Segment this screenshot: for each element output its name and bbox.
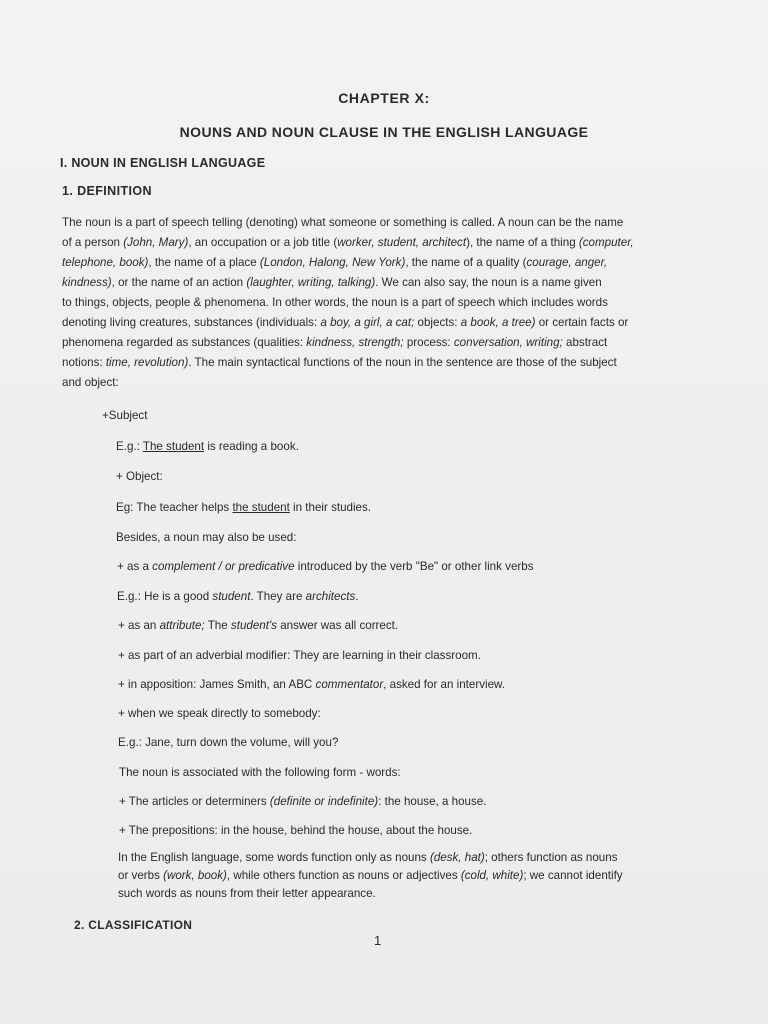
subsection-classification: 2. CLASSIFICATION — [74, 918, 193, 932]
definition-line-2: of a person (John, Mary), an occupation or a job title (worker, student, architect), the name of a thing (computer, — [62, 236, 634, 249]
example-object: Eg: The teacher helps the student in their studies. — [116, 501, 372, 514]
final-line-1: In the English language, some words function only as nouns (desk, hat); others function as nouns — [118, 851, 618, 864]
associated-text: The noun is associated with the following form - words: — [119, 766, 401, 779]
prepositions-item: + The prepositions: in the house, behind the house, about the house. — [119, 824, 473, 837]
definition-line-9: and object: — [62, 376, 119, 389]
final-line-2: or verbs (work, book), while others function as nouns or adjectives (cold, white); we cannot identify — [118, 869, 623, 882]
definition-line-7: phenomena regarded as substances (qualities: kindness, strength; process: conversation, writing; abstract — [62, 336, 608, 349]
definition-line-6: denoting living creatures, substances (individuals: a boy, a girl, a cat; objects: a book, a tree) or certain facts or — [62, 316, 629, 329]
definition-line-3: telephone, book), the name of a place (London, Halong, New York), the name of a quality (courage, anger, — [62, 256, 608, 269]
final-paragraph — [118, 849, 683, 903]
articles-item: + The articles or determiners (definite or indefinite): the house, a house. — [119, 795, 487, 808]
definition-line-5: to things, objects, people & phenomena. In other words, the noun is a part of speech which includes words — [62, 296, 608, 309]
final-line-3: such words as nouns from their letter appearance. — [118, 887, 376, 900]
definition-line-8: notions: time, revolution). The main syntactical functions of the noun in the sentence are those of the subject — [62, 356, 617, 369]
definition-line-4: kindness), or the name of an action (laughter, writing, talking). We can also say, the noun is a name given — [62, 276, 602, 289]
complement-item: + as a complement / or predicative introduced by the verb "Be" or other link verbs — [117, 560, 534, 573]
example-complement: E.g.: He is a good student. They are architects. — [117, 590, 359, 603]
apposition-item: + in apposition: James Smith, an ABC commentator, asked for an interview. — [118, 678, 505, 691]
page-number: 1 — [374, 933, 382, 948]
subject-label: +Subject — [102, 409, 148, 422]
object-label: + Object: — [116, 470, 163, 483]
direct-address-item: + when we speak directly to somebody: — [118, 707, 321, 720]
chapter-title: CHAPTER X: — [338, 90, 430, 106]
main-title: NOUNS AND NOUN CLAUSE IN THE ENGLISH LANGUAGE — [179, 124, 589, 140]
subsection-definition: 1. DEFINITION — [62, 184, 152, 198]
example-subject: E.g.: The student is reading a book. — [116, 440, 299, 453]
adverbial-item: + as part of an adverbial modifier: They are learning in their classroom. — [118, 649, 481, 662]
definition-paragraph — [62, 213, 687, 393]
definition-line-1: The noun is a part of speech telling (denoting) what someone or something is called. A noun can be the name — [62, 216, 624, 229]
attribute-item: + as an attribute; The student's answer was all correct. — [118, 619, 399, 632]
section-heading: I. NOUN IN ENGLISH LANGUAGE — [60, 156, 266, 170]
besides-text: Besides, a noun may also be used: — [116, 531, 297, 544]
example-direct-address: E.g.: Jane, turn down the volume, will you? — [118, 736, 339, 749]
